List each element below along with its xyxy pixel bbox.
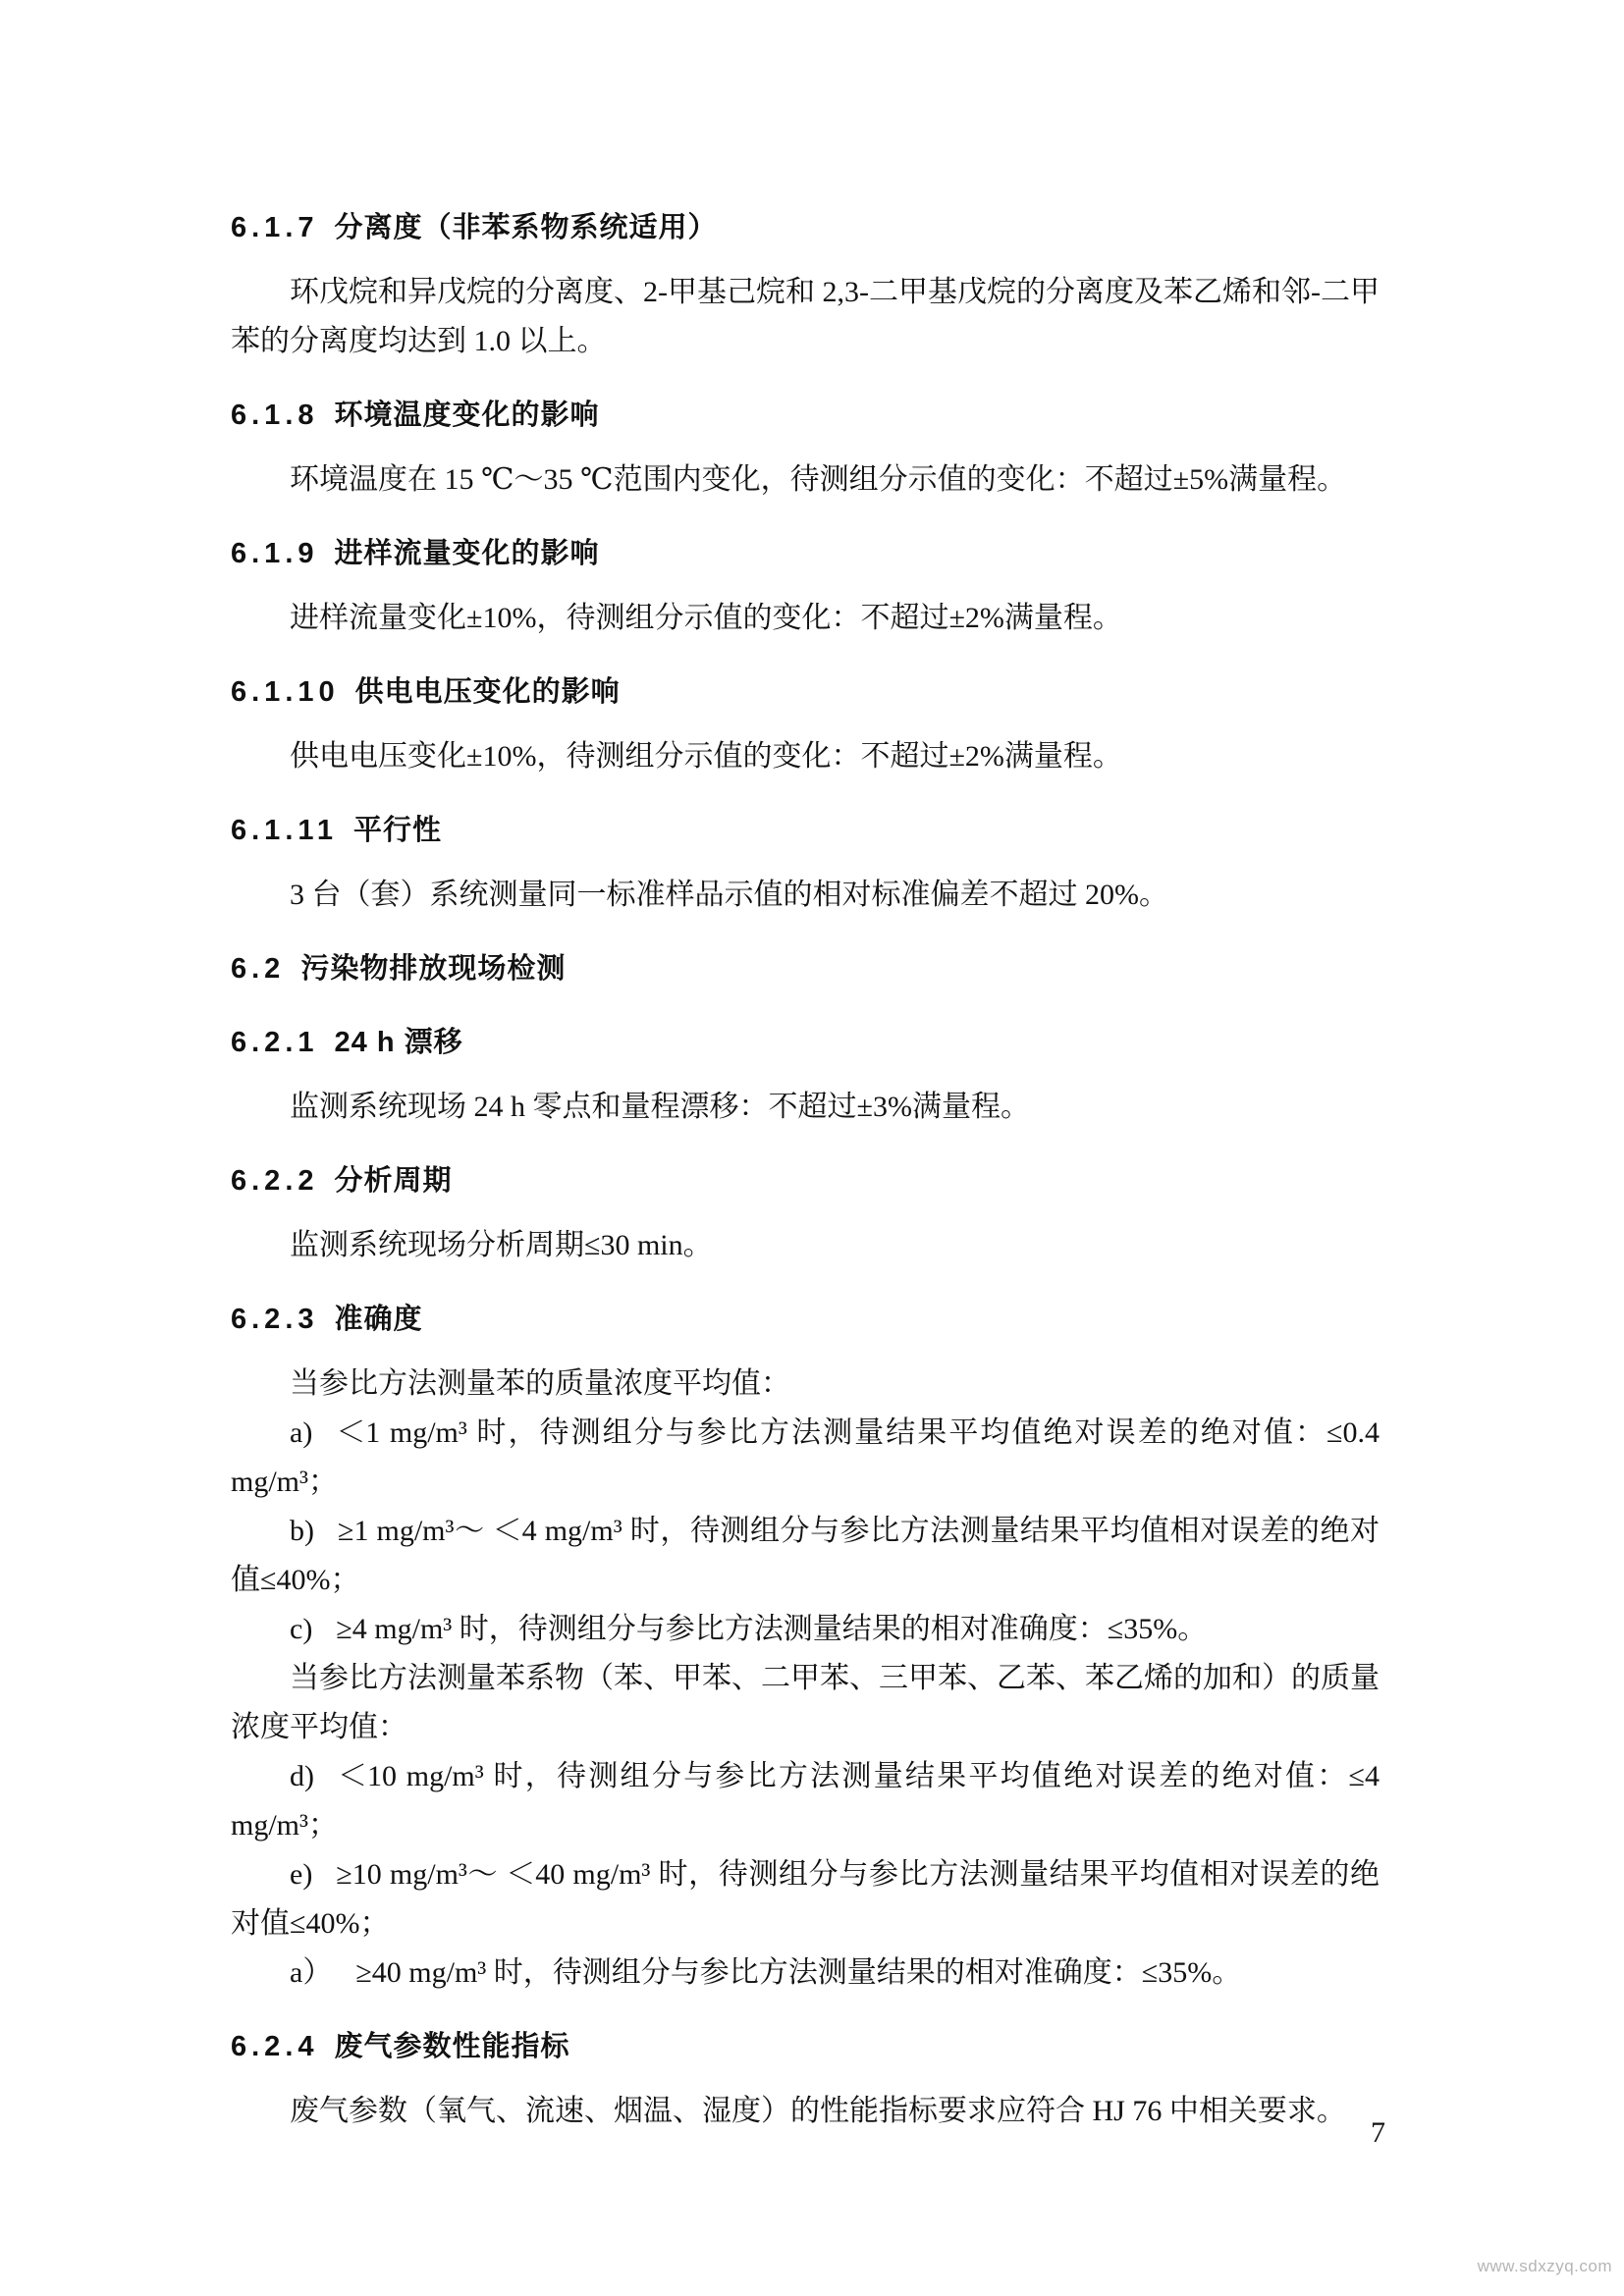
section-heading-6-2-4 (231, 2022, 1380, 2071)
section-number: 6.1.8 (231, 400, 319, 431)
page-number: 7 (1371, 2116, 1385, 2149)
section-number: 6.2.1 (231, 1027, 319, 1058)
section-title: 进样流量变化的影响 (334, 538, 600, 569)
list-item-a (231, 1409, 1380, 1507)
list-item-text: ≥40 mg/m³ 时，待测组分与参比方法测量结果的相对准确度：≤35%。 (355, 1956, 1242, 1989)
list-item-label: b) (290, 1515, 314, 1547)
section-title: 污染物排放现场检测 (300, 953, 567, 985)
section-heading-6-2 (231, 944, 1380, 993)
section-title: 环境温度变化的影响 (334, 400, 600, 431)
section-number: 6.1.10 (231, 676, 340, 708)
section-number: 6.2.2 (231, 1165, 319, 1197)
section-number: 6.1.7 (231, 212, 319, 243)
section-number: 6.2 (231, 953, 286, 985)
list-item-text: ≥1 mg/m³～ ＜4 mg/m³ 时，待测组分与参比方法测量结果平均值相对误差的绝对值≤40%； (231, 1515, 1380, 1596)
paragraph: 环境温度在 15 ℃～35 ℃范围内变化，待测组分示值的变化：不超过±5%满量程。 (290, 463, 1347, 496)
list-item-text: ≥4 mg/m³ 时，待测组分与参比方法测量结果的相对准确度：≤35%。 (336, 1613, 1208, 1645)
section-title: 分析周期 (334, 1165, 453, 1197)
paragraph: 环戊烷和异戊烷的分离度、2-甲基己烷和 2,3-二甲基戊烷的分离度及苯乙烯和邻-二甲苯的分离度均达到 1.0 以上。 (231, 276, 1380, 357)
section-title: 分离度（非苯系物系统适用） (334, 212, 718, 243)
section-heading-6-1-10 (231, 667, 1380, 717)
paragraph: 进样流量变化±10%，待测组分示值的变化：不超过±2%满量程。 (290, 602, 1122, 634)
section-number: 6.1.11 (231, 815, 339, 846)
paragraph: 当参比方法测量苯的质量浓度平均值： (290, 1367, 790, 1400)
section-title: 废气参数性能指标 (334, 2031, 570, 2062)
list-item-d (231, 1752, 1380, 1850)
list-item-c (231, 1605, 1380, 1654)
section-number: 6.1.9 (231, 538, 319, 569)
section-title: 24 h 漂移 (334, 1027, 463, 1058)
section-title: 准确度 (334, 1304, 423, 1335)
list-item-label: c) (290, 1613, 313, 1645)
list-item-label: e) (290, 1858, 313, 1891)
paragraph: 3 台（套）系统测量同一标准样品示值的相对标准偏差不超过 20%。 (290, 879, 1168, 911)
paragraph: 供电电压变化±10%，待测组分示值的变化：不超过±2%满量程。 (290, 740, 1122, 773)
section-heading-6-1-8 (231, 391, 1380, 440)
section-heading-6-2-3 (231, 1295, 1380, 1344)
section-heading-6-1-11 (231, 806, 1380, 855)
list-item-text: ≥10 mg/m³～ ＜40 mg/m³ 时，待测组分与参比方法测量结果平均值相对误差的绝对值≤40%； (231, 1858, 1380, 1940)
list-item-label: a） (290, 1956, 333, 1989)
list-item-label: d) (290, 1760, 314, 1792)
list-item-a2 (231, 1949, 1380, 1998)
paragraph: 监测系统现场分析周期≤30 min。 (290, 1229, 713, 1261)
paragraph: 当参比方法测量苯系物（苯、甲苯、二甲苯、三甲苯、乙苯、苯乙烯的加和）的质量浓度平均值： (231, 1662, 1380, 1743)
document-content (231, 179, 1380, 2136)
section-title: 供电电压变化的影响 (354, 676, 621, 708)
paragraph: 废气参数（氧气、流速、烟温、湿度）的性能指标要求应符合 HJ 76 中相关要求。 (290, 2095, 1346, 2127)
section-heading-6-2-2 (231, 1156, 1380, 1205)
section-heading-6-1-7 (231, 203, 1380, 252)
list-item-label: a) (290, 1416, 313, 1449)
list-item-text: ＜1 mg/m³ 时，待测组分与参比方法测量结果平均值绝对误差的绝对值：≤0.4 mg/m³； (231, 1416, 1380, 1498)
list-item-e (231, 1850, 1380, 1949)
paragraph: 监测系统现场 24 h 零点和量程漂移：不超过±3%满量程。 (290, 1091, 1030, 1123)
watermark: www.sdxzyq.com (1477, 2257, 1612, 2275)
section-number: 6.2.3 (231, 1304, 319, 1335)
section-heading-6-1-9 (231, 529, 1380, 578)
list-item-text: ＜10 mg/m³ 时，待测组分与参比方法测量结果平均值绝对误差的绝对值：≤4 mg/m³； (231, 1760, 1380, 1842)
section-title: 平行性 (353, 815, 443, 846)
section-number: 6.2.4 (231, 2031, 319, 2062)
list-item-b (231, 1507, 1380, 1605)
section-heading-6-2-1 (231, 1018, 1380, 1067)
